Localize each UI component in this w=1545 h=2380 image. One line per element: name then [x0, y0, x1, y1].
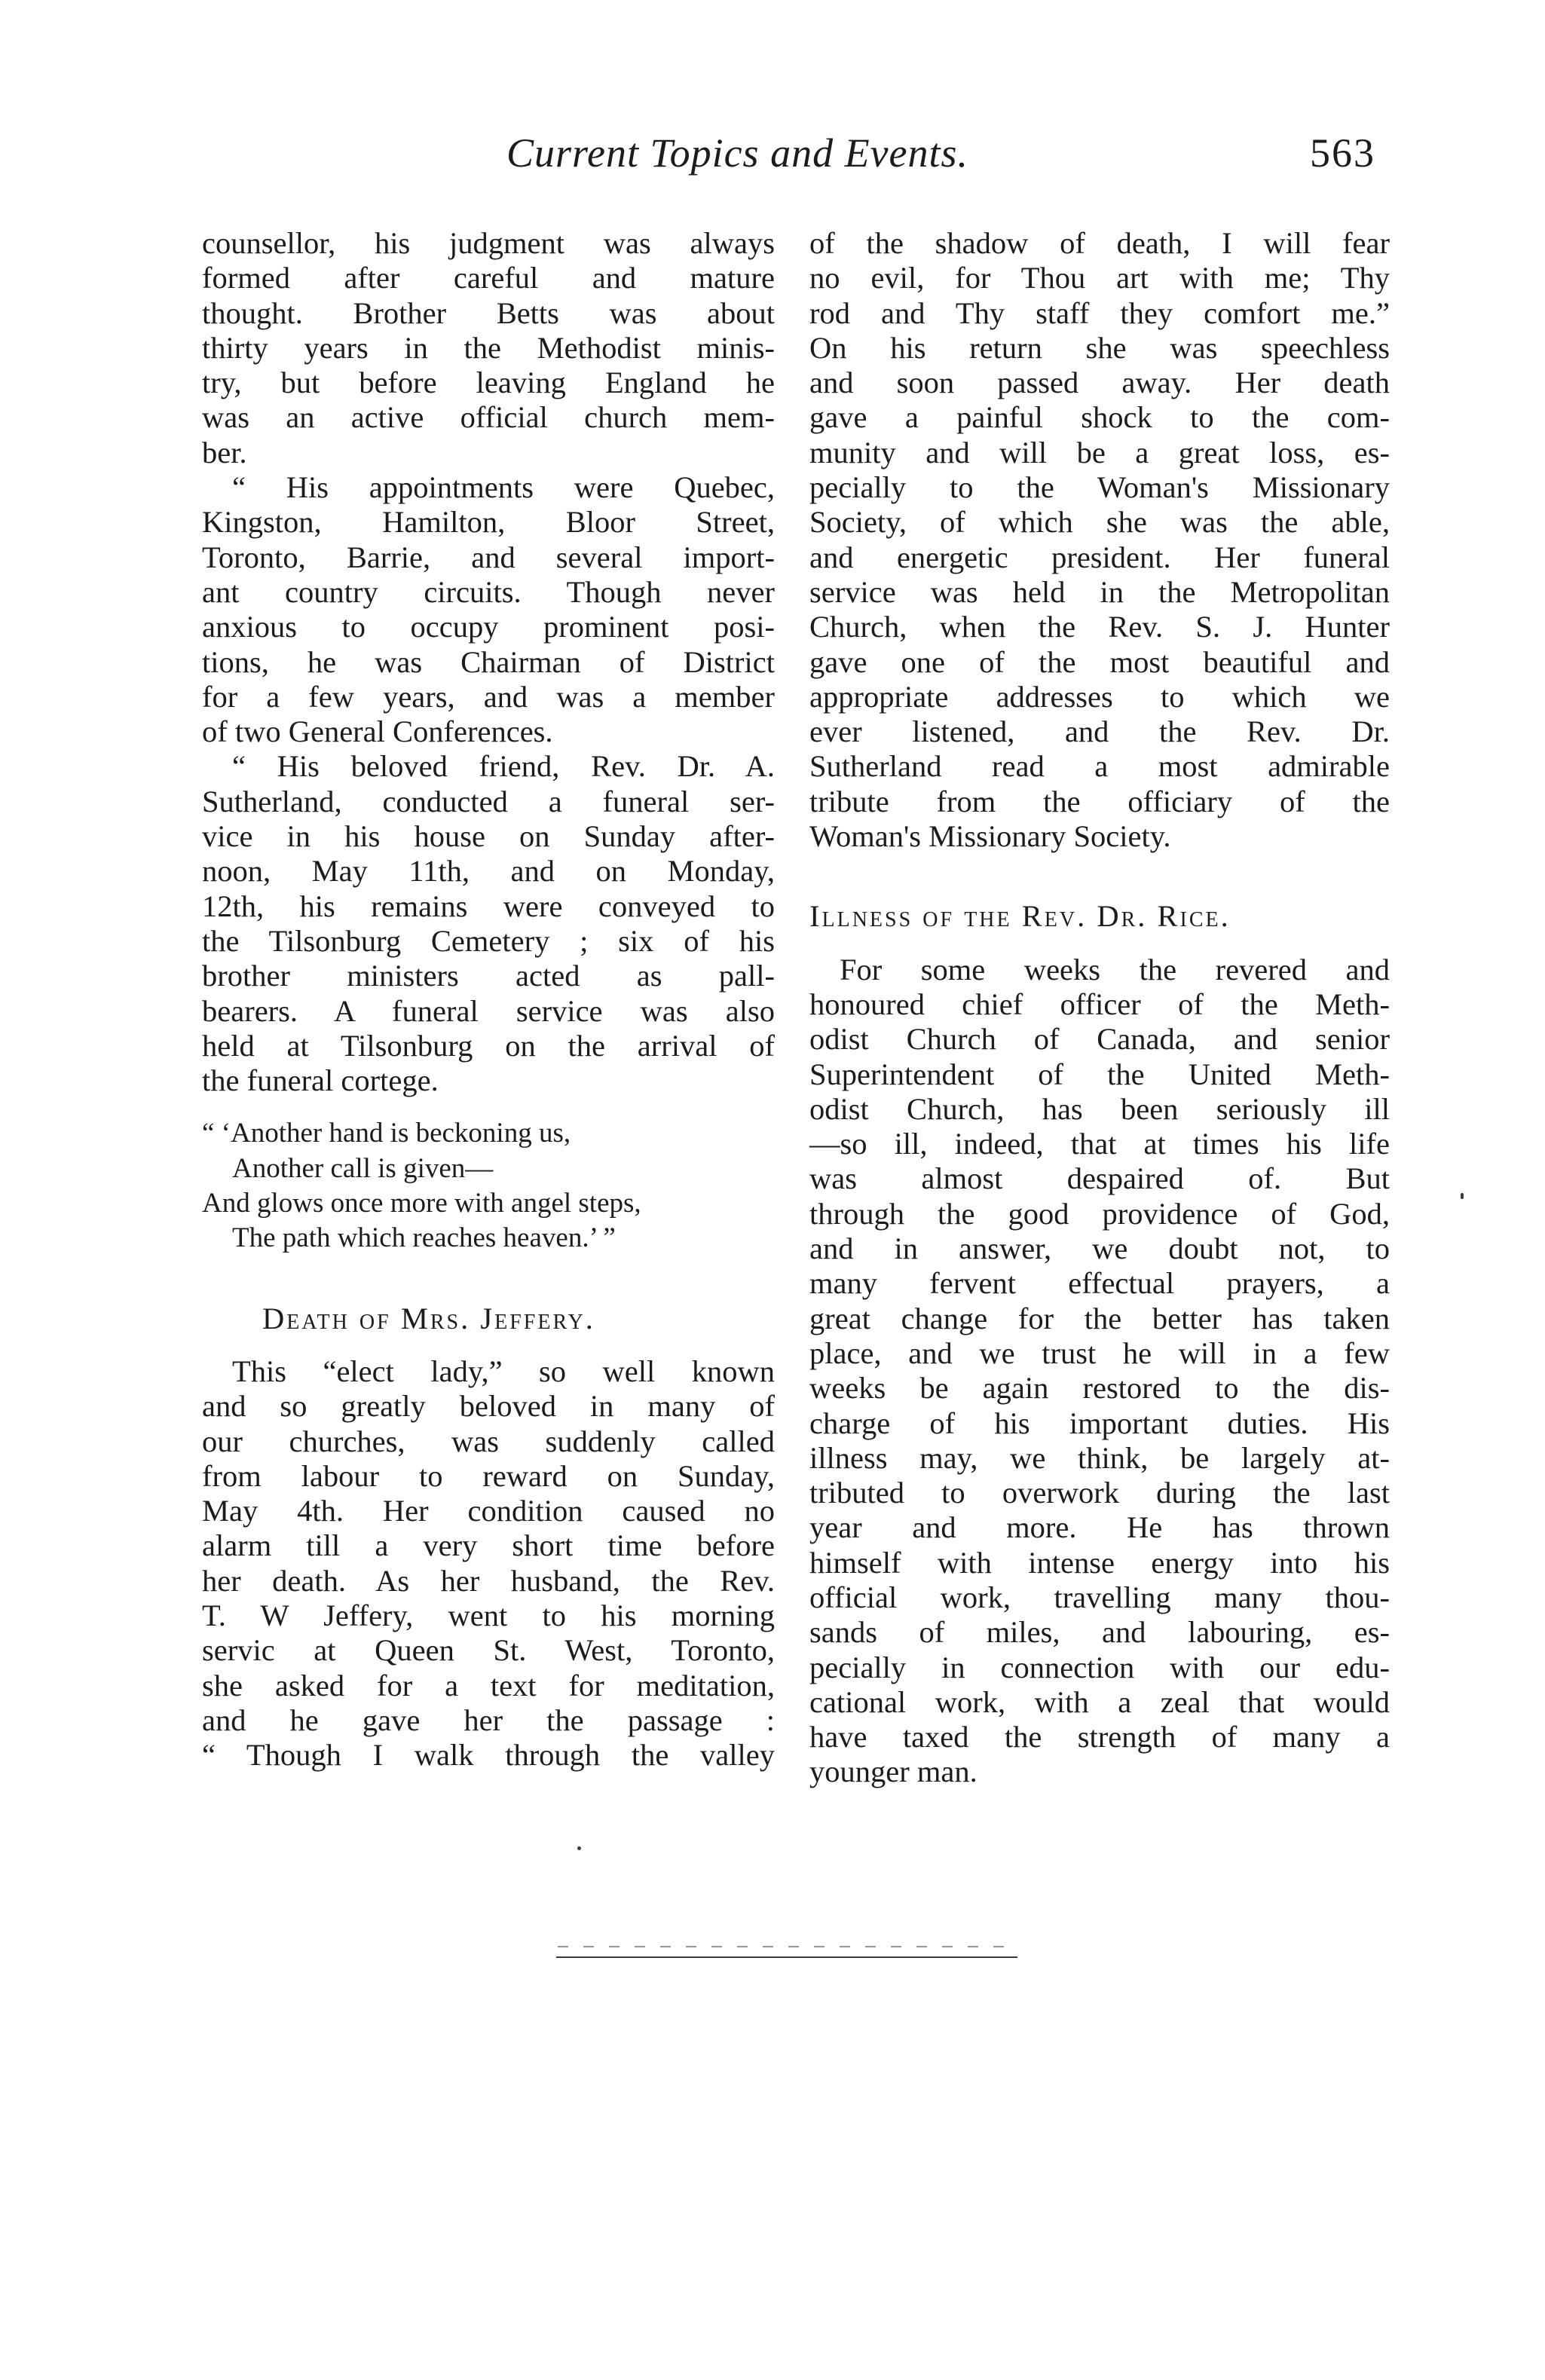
text-line: of two General Conferences. — [202, 714, 553, 749]
text-line: and in answer, we doubt not, to — [809, 1231, 1390, 1266]
paragraph-jeffery-continued — [809, 226, 1390, 854]
text-line: Superintendent of the United Meth- — [809, 1057, 1390, 1091]
text-line: ant country circuits. Though never — [202, 574, 775, 609]
text-line: place, and we trust he will in a few — [809, 1335, 1390, 1370]
text-line: our churches, was suddenly called — [202, 1424, 775, 1458]
text-line: rod and Thy staff they comfort me.” — [809, 295, 1390, 330]
text-line: and he gave her the passage : — [202, 1702, 775, 1737]
text-line: she asked for a text for meditation, — [202, 1668, 775, 1702]
text-line: through the good providence of God, — [809, 1196, 1390, 1231]
section-heading-death-of-mrs-jeffery: Death of Mrs. Jeffery. — [262, 1301, 595, 1335]
text-line: from labour to reward on Sunday, — [202, 1458, 775, 1493]
text-line: tribute from the officiary of the — [809, 784, 1390, 818]
text-line: tributed to overwork during the last — [809, 1476, 1390, 1510]
text-line: tions, he was Chairman of District — [202, 644, 775, 679]
text-line: ber. — [202, 435, 247, 470]
text-line: Sutherland, conducted a funeral ser- — [202, 784, 775, 818]
text-line: illness may, we think, be largely at- — [809, 1440, 1390, 1475]
text-line: vice in his house on Sunday after- — [202, 819, 775, 854]
text-line: servic at Queen St. West, Toronto, — [202, 1633, 775, 1668]
text-line: weeks be again restored to the dis- — [809, 1371, 1390, 1406]
poem-line: And glows once more with angel steps, — [202, 1188, 641, 1219]
text-line: 12th, his remains were conveyed to — [202, 889, 775, 923]
text-line: try, but before leaving England he — [202, 366, 775, 400]
text-line: many fervent effectual prayers, a — [809, 1266, 1390, 1301]
text-line: Society, of which she was the able, — [809, 505, 1390, 540]
text-line: “ His appointments were Quebec, — [232, 470, 775, 505]
text-line: appropriate addresses to which we — [809, 679, 1390, 714]
text-line: “ His beloved friend, Rev. Dr. A. — [232, 749, 775, 784]
text-line: and soon passed away. Her death — [809, 366, 1390, 400]
text-line: noon, May 11th, and on Monday, — [202, 854, 775, 889]
text-line: for a few years, and was a member — [202, 679, 775, 714]
text-line: pecially in connection with our edu- — [809, 1650, 1390, 1684]
text-line: munity and will be a great loss, es- — [809, 435, 1390, 470]
text-line: odist Church of Canada, and senior — [809, 1022, 1390, 1057]
text-line: was almost despaired of. But — [809, 1161, 1390, 1196]
text-line: official work, travelling many thou- — [809, 1580, 1390, 1614]
text-line: was an active official church mem- — [202, 400, 775, 435]
text-line: held at Tilsonburg on the arrival of — [202, 1028, 775, 1063]
text-line: and so greatly beloved in many of — [202, 1389, 775, 1424]
text-line: gave one of the most beautiful and — [809, 644, 1390, 679]
text-line: “ Though I walk through the valley — [202, 1738, 775, 1773]
right-column — [809, 226, 1390, 1790]
text-line: service was held in the Metropolitan — [809, 574, 1390, 609]
poem-line: “ ‘Another hand is beckoning us, — [202, 1118, 571, 1149]
end-rule — [556, 1956, 1017, 1958]
text-line: Kingston, Hamilton, Bloor Street, — [202, 505, 775, 540]
left-column — [202, 226, 775, 1773]
text-line: her death. As her husband, the Rev. — [202, 1563, 775, 1598]
paragraph-funeral — [202, 749, 775, 1098]
text-line: May 4th. Her condition caused no — [202, 1494, 775, 1528]
text-line: and energetic president. Her funeral — [809, 540, 1390, 574]
text-line: Woman's Missionary Society. — [809, 819, 1171, 854]
text-line: Toronto, Barrie, and several import- — [202, 540, 775, 574]
poem-line: The path which reaches heaven.’ ” — [232, 1222, 616, 1254]
paragraph-mrs-jeffery — [202, 1354, 775, 1773]
text-line: odist Church, has been seriously ill — [809, 1091, 1390, 1126]
print-speck — [1461, 1193, 1464, 1199]
paragraph-dr-rice — [809, 953, 1390, 1790]
text-line: T. W Jeffery, went to his morning — [202, 1598, 775, 1632]
text-line: counsellor, his judgment was always — [202, 226, 775, 260]
text-line: bearers. A funeral service was also — [202, 993, 775, 1028]
text-line: gave a painful shock to the com- — [809, 400, 1390, 435]
text-line: pecially to the Woman's Missionary — [809, 470, 1390, 505]
print-speck — [577, 1846, 581, 1850]
text-line: charge of his important duties. His — [809, 1406, 1390, 1440]
text-line: the Tilsonburg Cemetery ; six of his — [202, 923, 775, 958]
text-line: This “elect lady,” so well known — [232, 1354, 775, 1388]
text-line: anxious to occupy prominent posi- — [202, 610, 775, 644]
paragraph-appointments — [202, 470, 775, 749]
text-line: younger man. — [809, 1754, 977, 1789]
text-line: honoured chief officer of the Meth- — [809, 987, 1390, 1021]
text-line: —so ill, indeed, that at times his life — [809, 1127, 1390, 1161]
text-line: For some weeks the revered and — [840, 952, 1390, 987]
text-line: brother ministers acted as pall- — [202, 959, 775, 993]
text-line: himself with intense energy into his — [809, 1545, 1390, 1580]
text-line: Sutherland read a most admirable — [809, 749, 1390, 784]
poem-quotation — [202, 1116, 775, 1256]
end-rule-dashes — [558, 1946, 1014, 1947]
running-head: Current Topics and Events. — [506, 130, 969, 176]
text-line: have taxed the strength of many a — [809, 1720, 1390, 1754]
text-line: year and more. He has thrown — [809, 1510, 1390, 1545]
text-line: the funeral cortege. — [202, 1063, 439, 1098]
section-heading-illness-of-dr-rice: Illness of the Rev. Dr. Rice. — [809, 899, 1231, 934]
text-line: sands of miles, and labouring, es- — [809, 1615, 1390, 1650]
text-line: great change for the better has taken — [809, 1301, 1390, 1335]
paragraph-betts-career — [202, 226, 775, 470]
text-line: cational work, with a zeal that would — [809, 1684, 1390, 1719]
text-line: Church, when the Rev. S. J. Hunter — [809, 610, 1390, 644]
page-number: 563 — [1310, 130, 1375, 176]
text-line: thirty years in the Methodist minis- — [202, 330, 775, 365]
text-line: thought. Brother Betts was about — [202, 295, 775, 330]
text-line: alarm till a very short time before — [202, 1528, 775, 1563]
text-line: ever listened, and the Rev. Dr. — [809, 714, 1390, 749]
poem-line: Another call is given— — [232, 1152, 494, 1184]
text-line: no evil, for Thou art with me; Thy — [809, 261, 1390, 295]
text-line: formed after careful and mature — [202, 261, 775, 295]
text-line: of the shadow of death, I will fear — [809, 226, 1390, 260]
text-line: On his return she was speechless — [809, 330, 1390, 365]
